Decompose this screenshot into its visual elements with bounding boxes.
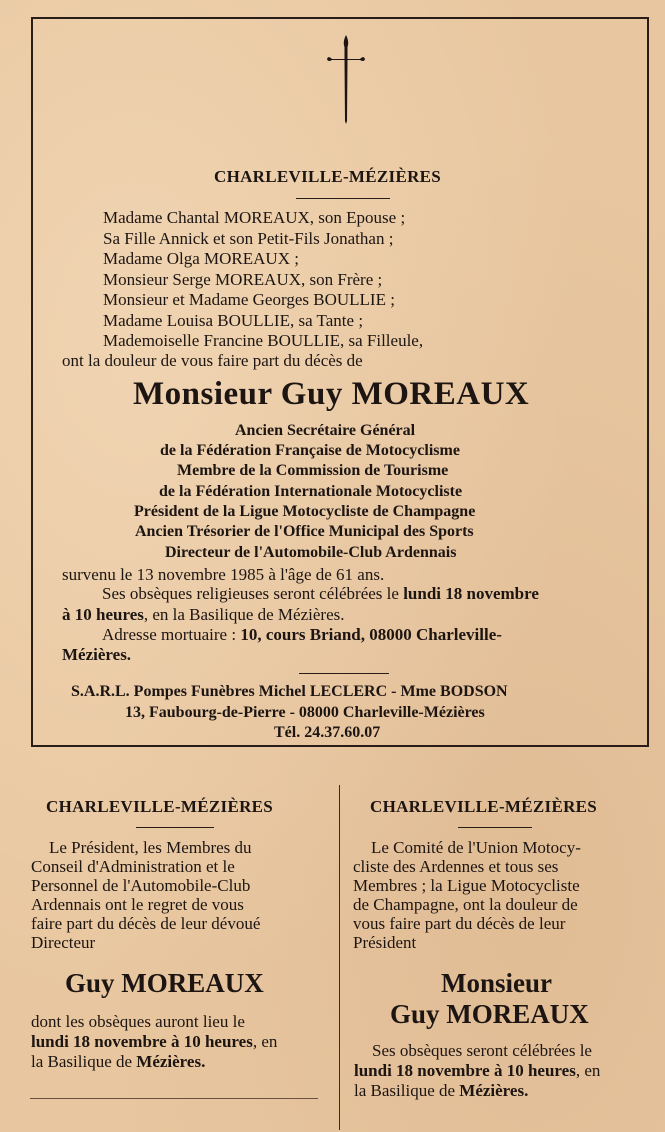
left-text-line-2: Conseil d'Administration et le	[31, 857, 235, 876]
announce-line: ont la douleur de vous faire part du décès de	[62, 351, 363, 370]
address-line-2: Mézières.	[62, 645, 132, 664]
title-line-1: Ancien Secrétaire Général	[235, 422, 416, 439]
left-text-line-1: Le Président, les Membres du	[49, 838, 252, 857]
service-line-1: Ses obsèques religieuses seront célébrées le lundi 18 novembre	[102, 584, 539, 603]
right-city-heading: CHARLEVILLE-MÉZIÈRES	[370, 797, 598, 816]
left-after-line-3: la Basilique de Mézières.	[31, 1052, 206, 1071]
funeral-home-divider	[299, 673, 389, 674]
left-deceased-name: Guy MOREAUX	[65, 968, 264, 998]
family-line-4: Monsieur Serge MOREAUX, son Frère ;	[103, 270, 383, 289]
death-date-line: survenu le 13 novembre 1985 à l'âge de 61 ans.	[62, 565, 385, 584]
left-city-heading: CHARLEVILLE-MÉZIÈRES	[46, 797, 274, 816]
left-bottom-rule	[30, 1098, 318, 1099]
funeral-home-phone: Tél. 24.37.60.07	[274, 724, 381, 741]
title-line-7: Directeur de l'Automobile-Club Ardennais	[165, 544, 457, 561]
column-separator	[339, 785, 340, 1130]
title-line-2: de la Fédération Française de Motocyclisme	[160, 442, 460, 459]
right-after-line-3: la Basilique de Mézières.	[354, 1081, 529, 1100]
service-line-2: à 10 heures, en la Basilique de Mézières.	[62, 605, 345, 624]
right-text-line-2: cliste des Ardennes et tous ses	[353, 857, 559, 876]
left-text-line-4: Ardennais ont le regret de vous	[31, 895, 244, 914]
left-text-line-6: Directeur	[31, 933, 96, 952]
right-deceased-name: Guy MOREAUX	[390, 999, 589, 1029]
title-line-4: de la Fédération Internationale Motocycliste	[159, 483, 463, 500]
family-line-3: Madame Olga MOREAUX ;	[103, 249, 299, 268]
title-line-5: Président de la Ligue Motocycliste de Champagne	[134, 503, 476, 520]
deceased-name: Monsieur Guy MOREAUX	[133, 376, 530, 412]
left-after-line-2: lundi 18 novembre à 10 heures, en	[31, 1032, 278, 1051]
main-city-heading: CHARLEVILLE-MÉZIÈRES	[214, 167, 442, 186]
title-line-3: Membre de la Commission de Tourisme	[177, 462, 449, 479]
address-line-1: Adresse mortuaire : 10, cours Briand, 08000 Charleville-	[102, 625, 502, 644]
right-after-line-2: lundi 18 novembre à 10 heures, en	[354, 1061, 601, 1080]
left-after-line-1: dont les obsèques auront lieu le	[31, 1012, 245, 1031]
left-text-line-5: faire part du décès de leur dévoué	[31, 914, 261, 933]
right-text-line-4: de Champagne, ont la douleur de	[353, 895, 578, 914]
title-line-6: Ancien Trésorier de l'Office Municipal des Sports	[135, 523, 474, 540]
funeral-home-name: S.A.R.L. Pompes Funèbres Michel LECLERC - Mme BODSON	[71, 683, 508, 700]
left-city-underline	[136, 827, 214, 828]
family-line-2: Sa Fille Annick et son Petit-Fils Jonathan ;	[103, 229, 394, 248]
left-text-line-3: Personnel de l'Automobile-Club	[31, 876, 251, 895]
right-text-line-3: Membres ; la Ligue Motocycliste	[353, 876, 580, 895]
family-line-5: Monsieur et Madame Georges BOULLIE ;	[103, 290, 395, 309]
right-text-line-6: Président	[353, 933, 417, 952]
family-line-6: Madame Louisa BOULLIE, sa Tante ;	[103, 311, 364, 330]
right-text-line-1: Le Comité de l'Union Motocy-	[371, 838, 581, 857]
right-text-line-5: vous faire part du décès de leur	[353, 914, 566, 933]
left-notice-text	[31, 838, 322, 952]
cross-icon	[326, 33, 366, 125]
right-after-line-1: Ses obsèques seront célébrées le	[372, 1041, 592, 1060]
family-line-7: Mademoiselle Francine BOULLIE, sa Filleule,	[103, 331, 424, 350]
right-deceased-title: Monsieur	[441, 968, 552, 998]
family-line-1: Madame Chantal MOREAUX, son Epouse ;	[103, 208, 406, 227]
city-underline	[296, 198, 390, 199]
funeral-home-address: 13, Faubourg-de-Pierre - 08000 Charleville-Mézières	[125, 704, 485, 721]
right-city-underline	[458, 827, 532, 828]
right-notice-text	[353, 838, 646, 952]
